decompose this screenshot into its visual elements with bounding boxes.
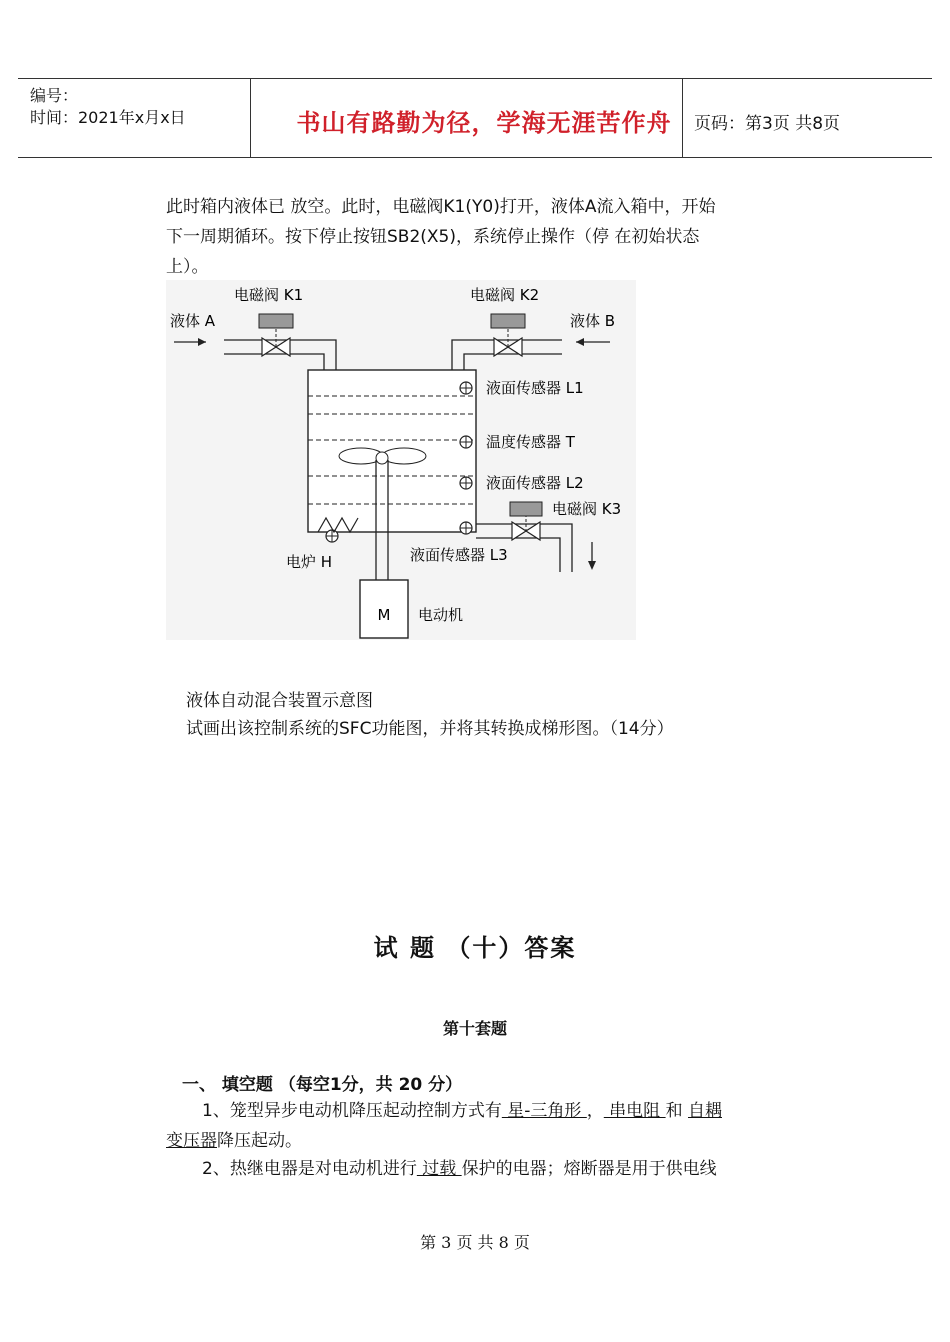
question-text: 试画出该控制系统的SFC功能图，并将其转换成梯形图。（14分）: [186, 719, 674, 739]
label-motor: 电动机: [418, 606, 464, 624]
label-liquid-b: 液体 B: [570, 312, 616, 330]
label-valve-k1: 电磁阀 K1: [234, 286, 304, 304]
label-furnace: 电炉 H: [286, 553, 333, 571]
answer-title: 试 题 （十）答案: [373, 934, 577, 962]
page-header: [18, 78, 932, 158]
mixing-device-diagram: [166, 280, 636, 640]
header-motto: 书山有路勤为径，学海无涯苦作舟: [296, 109, 672, 137]
label-motor-symbol: M: [377, 606, 391, 624]
number-label: 编号：: [30, 86, 79, 105]
header-divider: [250, 79, 251, 157]
label-valve-k3: 电磁阀 K3: [552, 500, 622, 518]
answer-q1: 1、笼型异步电动机降压起动控制方式有 星-三角形 ， 串电阻 和 自耦: [202, 1101, 722, 1121]
page-footer: 第 3 页 共 8 页: [420, 1233, 530, 1252]
figure-caption: 液体自动混合装置示意图: [186, 691, 373, 711]
section-heading: 一、 填空题 （每空1分，共 20 分）: [182, 1075, 463, 1095]
label-valve-k2: 电磁阀 K2: [470, 286, 540, 304]
time-label: 时间：2021年x月x日: [30, 108, 186, 127]
body-line: 下一周期循环。按下停止按钮SB2(X5)，系统停止操作（停 在初始状态: [166, 227, 700, 247]
header-divider: [682, 79, 683, 157]
label-sensor-l3: 液面传感器 L3: [410, 546, 508, 564]
label-sensor-t: 温度传感器 T: [486, 433, 575, 451]
answer-subtitle: 第十套题: [442, 1019, 507, 1038]
label-liquid-a: 液体 A: [170, 312, 216, 330]
answer-q1-cont: 变压器降压起动。: [166, 1131, 302, 1151]
label-sensor-l1: 液面传感器 L1: [486, 379, 584, 397]
label-sensor-l2: 液面传感器 L2: [486, 474, 584, 492]
body-line: 上）。: [166, 257, 209, 277]
header-left: [30, 85, 186, 129]
answer-q2: 2、热继电器是对电动机进行 过载 保护的电器；熔断器是用于供电线: [202, 1159, 717, 1179]
header-page-label: 页码：第3页 共8页: [694, 114, 841, 134]
body-line: 此时箱内液体已 放空。此时，电磁阀K1(Y0)打开，液体A流入箱中，开始: [166, 197, 716, 217]
